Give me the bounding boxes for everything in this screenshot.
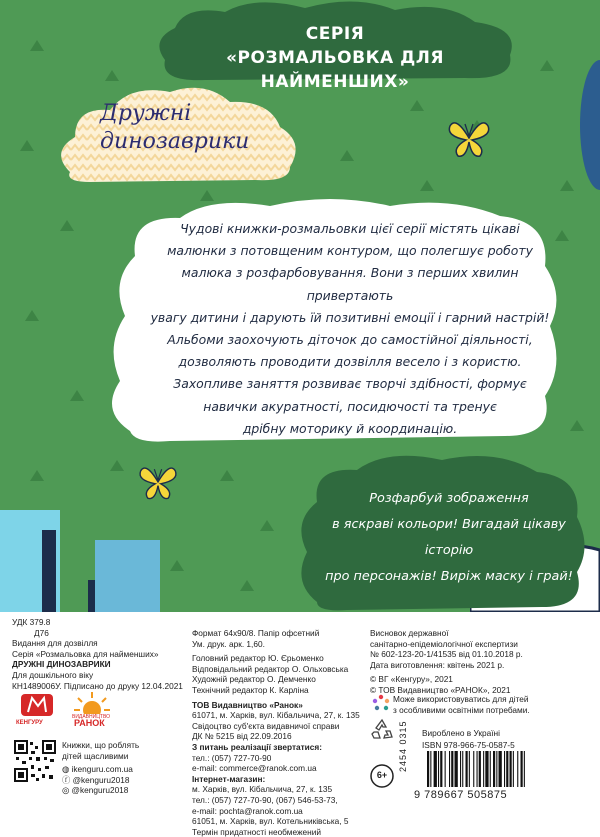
barcode-bar <box>427 751 429 787</box>
barcode-bar <box>430 751 431 787</box>
ranok-sun-icon <box>72 690 112 714</box>
imprint-column-1: УДК 379.8 Д76 Видання для дозвілля Серія «Розмальовка для найменших» ДРУЖНІ ДИНОЗАВРИКИ Для дошкільного віку КН1489006У. Підписано до друку 12.04.2021 <box>12 617 187 691</box>
call-to-action-text: Розфарбуй зображення в яскраві кольори! Вигадай цікаву історію про персонажів! Виріж маску і грай! <box>325 491 573 584</box>
barcode-bar <box>483 751 484 787</box>
series-title: СЕРІЯ «РОЗМАЛЬОВКА ДЛЯ НАЙМЕНШИХ» <box>226 24 444 92</box>
description-text: Чудові книжки-розмальовки цієї серії містять цікаві малюнки з потовщеним контуром, що полегшує роботу малюка з розфарбовування. Вони з перших хвилин привертають увагу дитини і дарують їй позитивні емоції і гарний настрій! Альбоми заохочують діточок до самостійної діяльності, дозволяють проводити дозвілля весело і з користю. Захопливе заняття розвиває творчі здібності, формує навички акуратності, посидючості та тренує дрібну моторику й координацію. <box>150 221 550 436</box>
imprint-column-2: Формат 64х90/8. Папір офсетний Ум. друк. арк. 1,60. Головний редактор Ю. Єрьоменко Відповідальний редактор О. Ольховська Художній редактор О. Демченко Технічний редактор К. Карліна ТОВ Видавництво «Ранок» 61071, м. Харків, вул. Кібальчича, 27, к. 135 Свідоцтво суб'єкта видавничої справи ДК № 5215 від 22.09.2016 З питань реалізації звертатися: тел.: (057) 727-70-90 e-mail: commerce@ranok.com.ua Інтернет-магазин: м. Харків, вул. Кібальчича, 27, к. 135 тел.: (057) 727-70-90, (067) 546-53-73, e-mail: pochta@ranok.com.ua 61051, м. Харків, вул. Котельниківська, 5 Термін придатності необмежений <box>192 628 360 837</box>
barcode-bar <box>490 751 491 787</box>
barcode-bar <box>524 751 525 787</box>
barcode-bar <box>455 751 458 787</box>
barcode-bar <box>517 751 518 787</box>
butterfly-icon <box>446 114 492 160</box>
website-link[interactable]: ikenguru.com.ua <box>71 764 133 775</box>
imprint-social: Книжки, що роблять дітей щасливими ◍ ikenguru.com.ua ⓕ @kenguru2018 ◎ @kenguru2018 <box>62 740 140 796</box>
recycle-icon <box>370 718 394 742</box>
barcode-bar <box>451 751 453 787</box>
barcode-bar <box>473 751 474 787</box>
side-code: 2454 0315 <box>398 720 408 772</box>
barcode-number: 9 789667 505875 <box>414 789 508 801</box>
instagram-icon: ◎ <box>62 785 72 796</box>
ranok-logo-small: ВИДАВНИЦТВО <box>72 714 111 720</box>
barcode-bar <box>504 751 505 787</box>
made-in: Вироблено в Україні <box>422 728 500 738</box>
barcode-bar <box>513 751 514 787</box>
barcode-bar <box>434 751 437 787</box>
barcode <box>425 751 575 789</box>
barcode-bar <box>479 751 481 787</box>
barcode-bar <box>445 751 446 787</box>
decorative-blob <box>560 60 600 190</box>
facebook-icon: ⓕ <box>62 774 73 785</box>
barcode-bar <box>466 751 468 787</box>
age-rating-text: 6+ <box>376 770 388 780</box>
imprint-column-3: Висновок державної санітарно-епідеміологічної експертизи № 602-123-20-1/41535 від 01.10.2018 р. Дата виготовлення: квітень 2021 р. © ВГ «Кенгуру», 2021 © ТОВ Видавництво «РАНОК», 2021 <box>370 628 523 695</box>
inclusive-education-icon <box>372 694 390 712</box>
kenguru-logo-text: КЕНГУРУ <box>16 720 43 726</box>
barcode-bar <box>485 751 488 787</box>
barcode-bar <box>462 751 463 787</box>
isbn: ISBN 978-966-75-0587-5 <box>422 740 515 750</box>
barcode-bar <box>440 751 442 787</box>
barcode-bar <box>499 751 502 787</box>
inclusive-note: Може використовуватись для дітей з особливими освітніми потребами. <box>393 694 530 715</box>
barcode-bar <box>493 751 495 787</box>
barcode-bar <box>438 751 439 787</box>
globe-icon: ◍ <box>62 764 72 775</box>
qr-code[interactable] <box>14 740 56 782</box>
barcode-bar <box>521 751 523 787</box>
instagram-link[interactable]: @kenguru2018 <box>71 785 129 796</box>
dinosaur-illustration <box>0 470 160 612</box>
ranok-logo-text: РАНОК <box>74 718 105 728</box>
book-title: Дружні динозаврики <box>100 101 250 154</box>
barcode-bar <box>510 751 512 787</box>
facebook-link[interactable]: @kenguru2018 <box>72 774 130 785</box>
barcode-bar <box>496 751 497 787</box>
barcode-bar <box>469 751 470 787</box>
imprint-title: ДРУЖНІ ДИНОЗАВРИКИ <box>12 659 111 670</box>
barcode-bar <box>477 751 478 787</box>
butterfly-icon <box>137 460 179 502</box>
barcode-bar <box>506 751 508 787</box>
barcode-bar <box>449 751 450 787</box>
barcode-bar <box>460 751 461 787</box>
